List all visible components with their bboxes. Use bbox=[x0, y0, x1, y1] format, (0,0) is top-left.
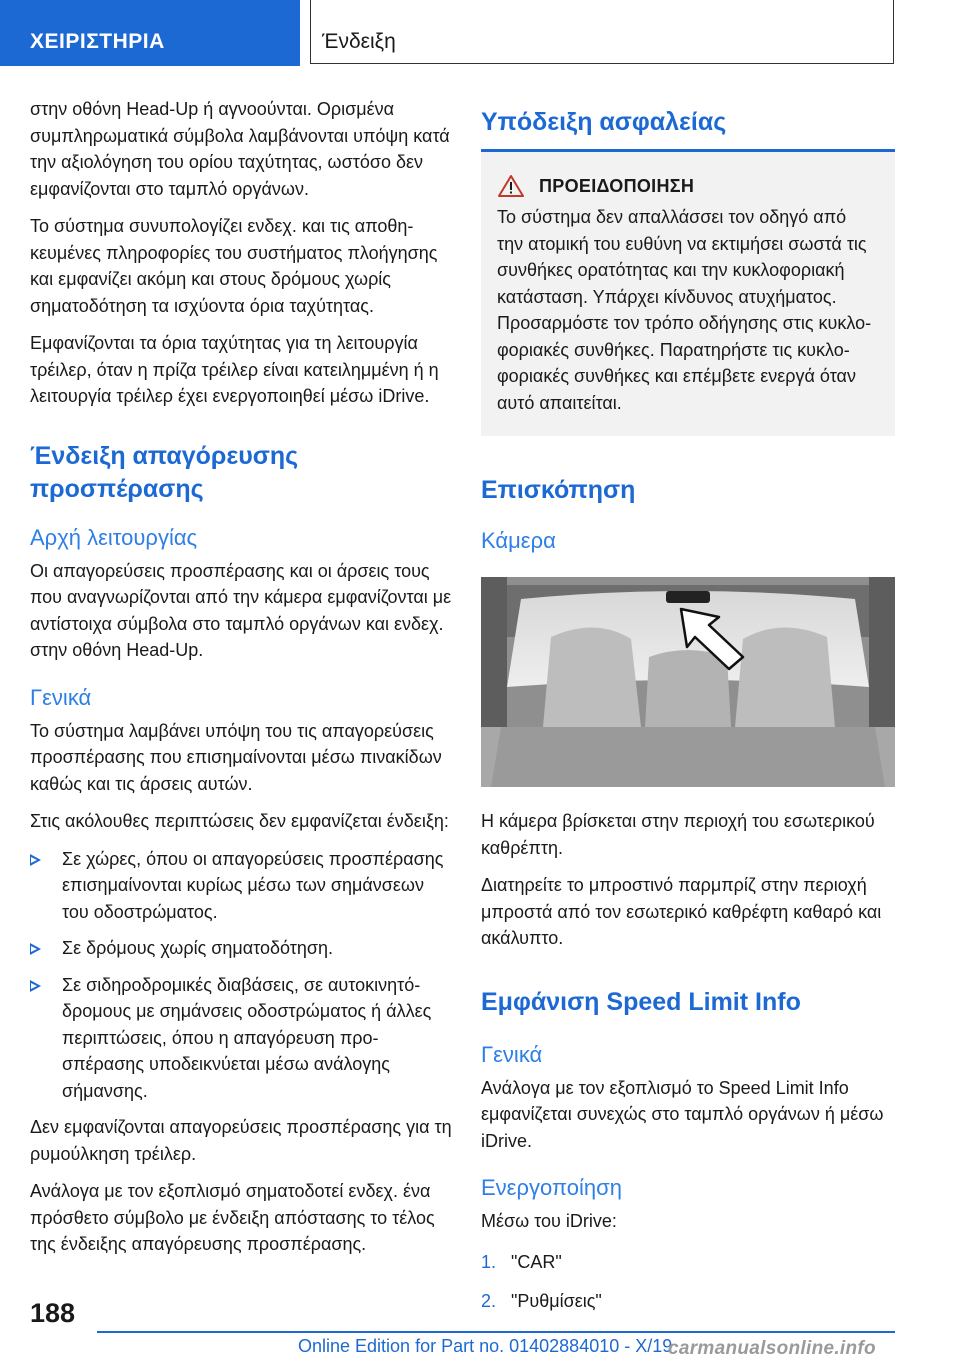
triangle-bullet-icon bbox=[30, 854, 41, 866]
camera-location-image bbox=[481, 577, 895, 787]
page-title: Ένδειξη bbox=[322, 30, 396, 53]
step-text: "CAR" bbox=[511, 1251, 562, 1272]
paragraph: Ανάλογα με τον εξοπλισμό το Speed Limit Info εμφανίζεται συνεχώς στο ταμπλό οργάνων ή μέσω iDrive. bbox=[481, 1077, 884, 1151]
subsection-heading: Γενικά bbox=[481, 1041, 543, 1067]
subsection-heading: Αρχή λειτουργίας bbox=[30, 524, 198, 550]
paragraph: στην οθόνη Head-Up ή αγνοούνται. Ορισμένα συμπληρωματικά σύμβολα λαμβάνονται υπόψη κατά την αξιολόγηση του ορίου ταχύτητας, ωστόσο δεν εμφανίζονται στο ταμπλό οργάνων. bbox=[30, 99, 450, 199]
section-heading: Εμφάνιση Speed Limit Info bbox=[481, 987, 801, 1016]
list-item: Σε σιδηροδρομικές διαβάσεις, σε αυτοκινητόδρομους με σημάνσεις οδοστρώματος ή άλλες περιπτώσεις, όπου η απαγόρευση προσπέρασης υποδεικνύεται μέσω ανάλογης σήμανσης. bbox=[30, 972, 452, 1105]
paragraph: Το σύστημα λαμβάνει υπόψη του τις απαγορεύσεις προσπέρασης που επισημαίνονται μέσω πινακίδων καθώς και τις άρσεις αυτών. bbox=[30, 720, 442, 794]
right-column bbox=[481, 96, 895, 1328]
paragraph: Ανάλογα με τον εξοπλισμό σηματοδοτεί ενδεχ. ένα πρόσθετο σύμβολο με ένδειξη απόστασης το τέλος της ένδειξης απαγόρευσης προσπέρασης. bbox=[30, 1181, 435, 1254]
footer-edition: Online Edition for Part no. 01402884010 - X/19 bbox=[298, 1336, 673, 1356]
paragraph: Εμφανίζονται τα όρια ταχύτητας για τη λειτουργία τρέιλερ, όταν η πρίζα τρέιλερ είναι κατειλημμένη ή η λειτουργία τρέιλερ έχει ενεργοποιηθεί μέσω iDrive. bbox=[30, 333, 439, 406]
page-header bbox=[0, 0, 960, 66]
warning-triangle-icon bbox=[497, 174, 525, 198]
left-column bbox=[30, 96, 452, 1269]
paragraph: Οι απαγορεύσεις προσπέρασης και οι άρσεις τους που αναγνωρίζονται από την κάμερα εμφανίζονται με αντίστοιχα σύμβολα στο ταμπλό οργάνων και ενδεχ. στην οθόνη Head-Up. bbox=[30, 560, 452, 660]
warning-header bbox=[489, 174, 873, 198]
subsection-heading: Γενικά bbox=[30, 684, 92, 710]
list-item: Σε χώρες, όπου οι απαγορεύσεις προσπέρασης επισημαίνονται κυρίως μέσω των σημάνσεων του οδοστρώματος. bbox=[30, 846, 452, 926]
warning-label: ΠΡΟΕΙΔΟΠΟΙΗΣΗ bbox=[539, 175, 695, 196]
section-heading: Ένδειξη απαγόρευσης προσπέρασης bbox=[30, 441, 299, 503]
subsection-heading: Ενεργοποίηση bbox=[481, 1175, 622, 1200]
page-number: 188 bbox=[30, 1298, 76, 1328]
footer-divider bbox=[97, 1331, 895, 1333]
watermark: carmanualsonline.info bbox=[668, 1338, 876, 1359]
paragraph: Το σύστημα συνυπολογίζει ενδεχ. και τις αποθηκευμένες πληροφορίες του συστήματος πλοήγησης και εμφανίζει ακόμη και στους δρόμους χωρίς σηματοδότηση τα ισχύοντα όρια ταχύτητας. bbox=[30, 216, 438, 316]
steps-list bbox=[481, 1249, 895, 1315]
list-item: Σε δρόμους χωρίς σηματοδότηση. bbox=[30, 935, 452, 962]
paragraph: Η κάμερα βρίσκεται στην περιοχή του εσωτερικού καθρέπτη. bbox=[481, 811, 875, 858]
step-number: 2. bbox=[481, 1291, 497, 1311]
bullet-list bbox=[30, 846, 452, 1105]
section-heading: Επισκόπηση bbox=[481, 476, 636, 504]
list-item bbox=[481, 1288, 895, 1315]
step-text: "Ρυθμίσεις" bbox=[511, 1291, 602, 1311]
section-tab: ΧΕΙΡΙΣΤΗΡΙΑ bbox=[0, 0, 300, 66]
paragraph: Μέσω του iDrive: bbox=[481, 1211, 617, 1231]
triangle-bullet-icon bbox=[30, 980, 41, 992]
paragraph: Στις ακόλουθες περιπτώσεις δεν εμφανίζεται ένδειξη: bbox=[30, 811, 449, 831]
header-frame bbox=[310, 0, 894, 64]
section-heading: Υπόδειξη ασφαλείας bbox=[481, 108, 727, 136]
triangle-bullet-icon bbox=[30, 943, 41, 955]
subsection-heading: Κάμερα bbox=[481, 528, 556, 553]
step-number: 1. bbox=[481, 1251, 497, 1272]
warning-text: Το σύστημα δεν απαλλάσσει τον οδηγό από την ατομική του ευθύνη να εκτιμήσει σωστά τις συνθήκες ορατότητας και την κυκλοφοριακή κατάσταση. Υπάρχει κίνδυνος ατυχήματος. Προσαρμόστε τον τρόπο οδήγησης στις κυκλοφοριακές συνθήκες. Παρατηρήστε τις κυκλοφοριακές συνθήκες και επέμβετε ενεργά όταν αυτό απαιτείται. bbox=[497, 207, 872, 413]
list-item bbox=[481, 1249, 895, 1276]
warning-box bbox=[481, 149, 895, 436]
paragraph: Δεν εμφανίζονται απαγορεύσεις προσπέρασης για τη ρυμούλκηση τρέιλερ. bbox=[30, 1117, 452, 1164]
paragraph: Διατηρείτε το μπροστινό παρμπρίζ στην περιοχή μπροστά από τον εσωτερικό καθρέφτη καθαρό και ακάλυπτο. bbox=[481, 875, 882, 948]
